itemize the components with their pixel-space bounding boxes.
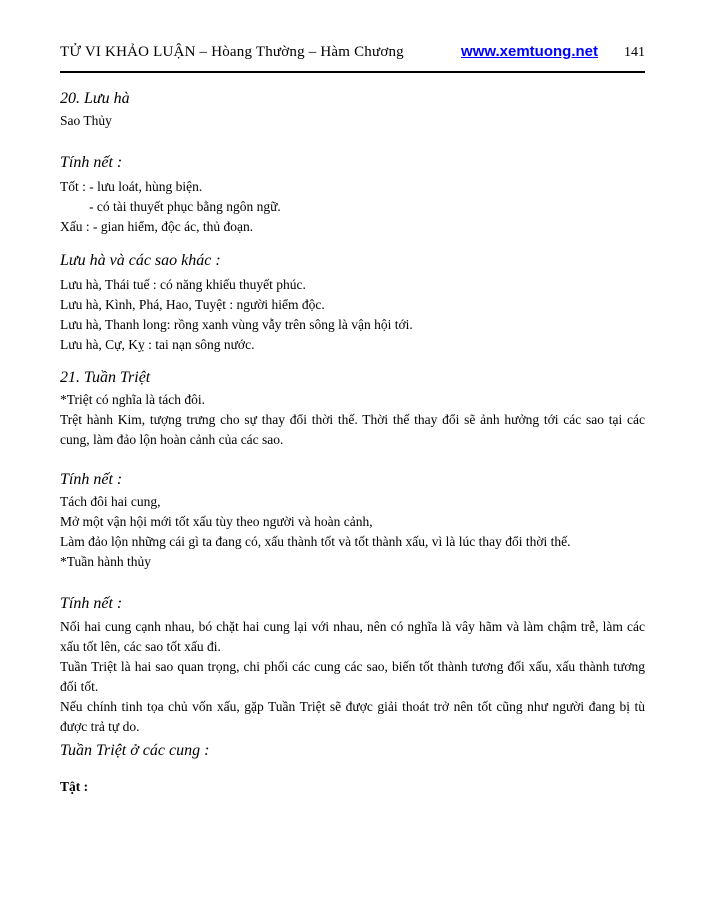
cung-heading: Tuần Triệt ở các cung : <box>60 742 210 759</box>
document-body <box>60 89 645 797</box>
tuan-paragraph: Nếu chính tinh tọa chủ vốn xấu, gặp Tuần Triệt sẽ được giải thoát trở nên tốt cũng như người đang bị tù được trả tự do. <box>60 699 645 734</box>
combos-heading: Lưu hà và các sao khác : <box>60 252 221 269</box>
trait-line: Xấu : - gian hiểm, độc ác, thủ đoạn. <box>60 219 254 234</box>
site-link[interactable]: www.xemtuong.net <box>461 43 598 60</box>
section-20-heading: 20. Lưu hà <box>60 90 130 107</box>
triet-trait-line: Tách đôi hai cung, <box>60 494 161 509</box>
combo-line: Lưu hà, Kình, Phá, Hao, Tuyệt : người hiểm độc. <box>60 297 325 312</box>
traits-heading-triet: Tính nết : <box>60 471 123 488</box>
traits-heading-luuha: Tính nết : <box>60 154 123 171</box>
trait-line: - có tài thuyết phục bằng ngôn ngữ. <box>89 199 281 214</box>
triet-note: *Triệt có nghĩa là tách đôi. <box>60 392 205 407</box>
star-element-line: Sao Thủy <box>60 113 112 128</box>
combo-line: Lưu hà, Thanh long: rồng xanh vùng vẫy trên sông là vận hội tới. <box>60 317 413 332</box>
section-21-heading: 21. Tuần Triệt <box>60 369 151 386</box>
traits-heading-tuan: Tính nết : <box>60 595 123 612</box>
book-title: TỬ VI KHẢO LUẬN – Hòang Thường – Hàm Chương <box>60 44 404 60</box>
tat-label: Tật : <box>60 779 89 794</box>
combo-line: Lưu hà, Cự, Kỵ : tai nạn sông nước. <box>60 337 255 352</box>
page-header <box>60 0 645 73</box>
page-number: 141 <box>624 45 645 60</box>
header-right <box>461 43 645 61</box>
tuan-paragraph: Nối hai cung cạnh nhau, bó chặt hai cung lại với nhau, nên có nghĩa là vây hãm và làm chậm trễ, làm các xấu tốt lên, các sao tốt xấu đi. <box>60 619 645 654</box>
tuan-note: *Tuần hành thủy <box>60 554 152 569</box>
combo-line: Lưu hà, Thái tuế : có năng khiếu thuyết phúc. <box>60 277 306 292</box>
triet-paragraph: Trệt hành Kim, tượng trưng cho sự thay đổi thời thế. Thời thế thay đổi sẽ ảnh hưởng tới các sao tại các cung, làm đảo lộn hoàn cảnh của các sao. <box>60 412 645 447</box>
triet-trait-line: Mở một vận hội mới tốt xấu tùy theo người và hoàn cảnh, <box>60 514 373 529</box>
tuan-paragraph: Tuần Triệt là hai sao quan trọng, chi phối các cung các sao, biến tốt thành tương đối xấu, xấu thành tương đối tốt. <box>60 659 645 694</box>
triet-trait-line: Làm đảo lộn những cái gì ta đang có, xấu thành tốt và tốt thành xấu, vì là lúc thay đổi thời thế. <box>60 534 571 549</box>
trait-line: Tốt : - lưu loát, hùng biện. <box>60 179 203 194</box>
